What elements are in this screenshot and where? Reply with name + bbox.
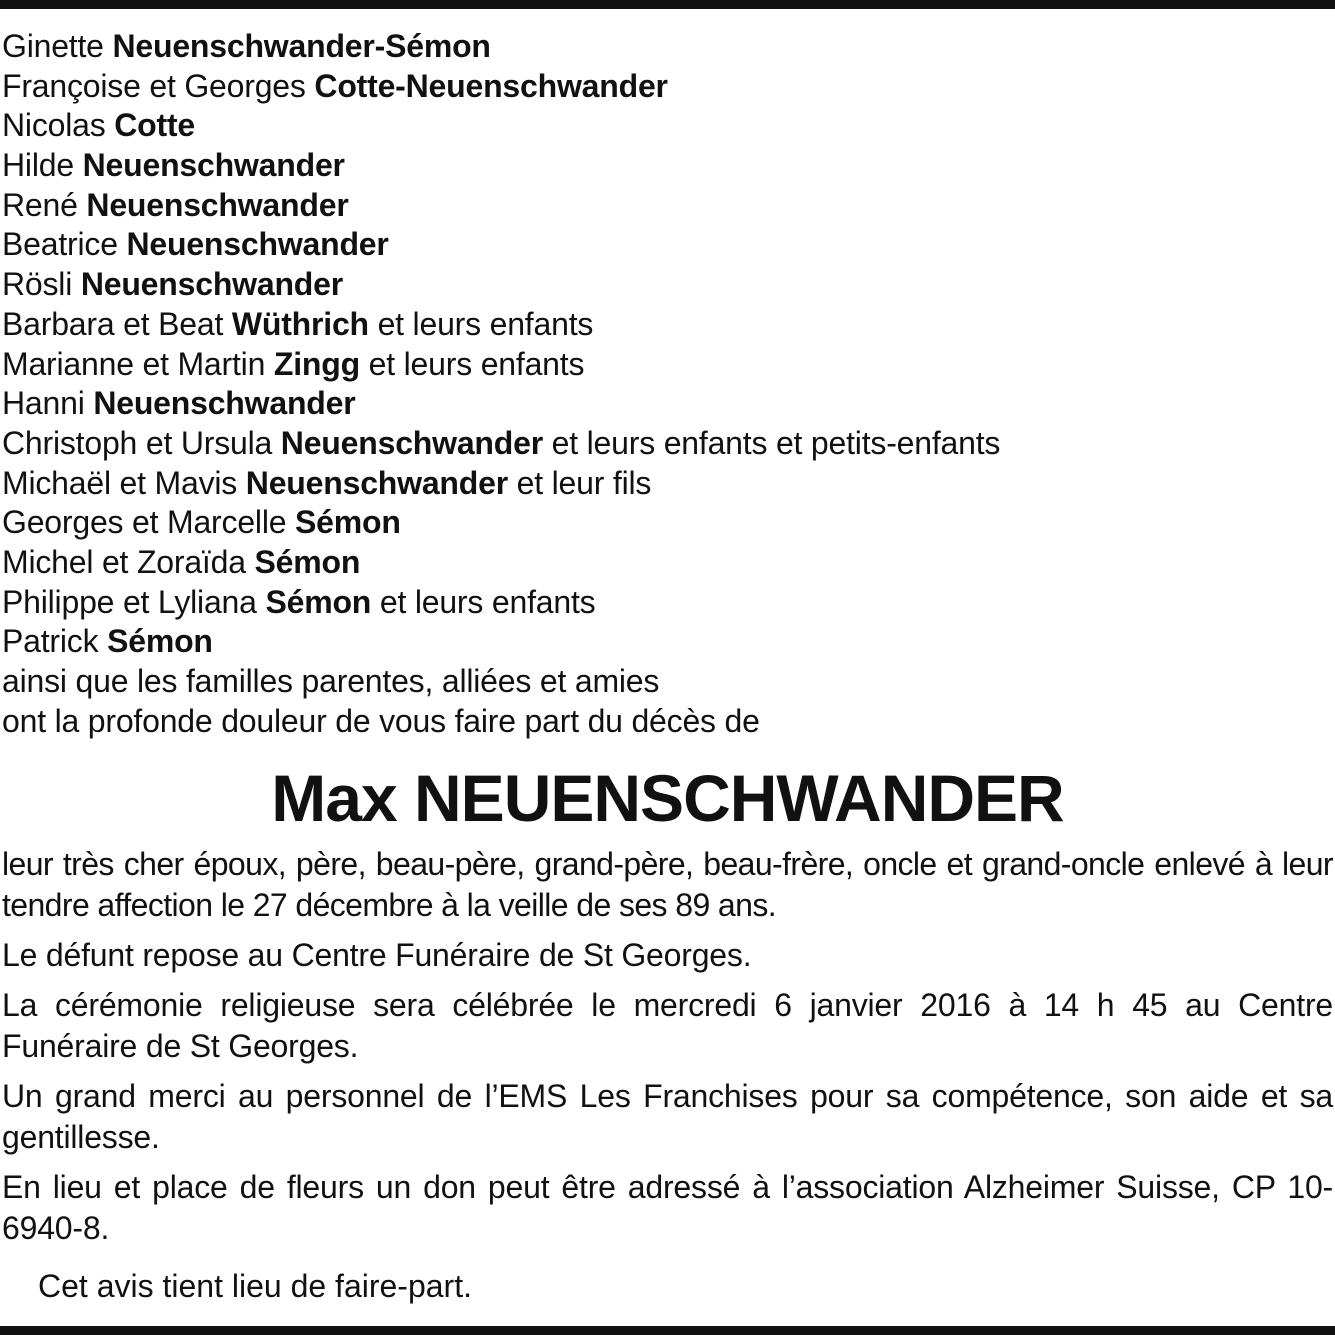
- closing-note: Cet avis tient lieu de faire-part.: [38, 1268, 472, 1304]
- mourner-line: Rösli Neuenschwander: [2, 266, 343, 303]
- mourner-line: René Neuenschwander: [2, 186, 349, 223]
- mourner-line: Beatrice Neuenschwander: [2, 226, 389, 263]
- repose-paragraph: Le défunt repose au Centre Funéraire de St Georges.: [2, 937, 752, 973]
- deceased-name: Max NEUENSCHWANDER: [271, 761, 1064, 835]
- mourner-line: Philippe et Lyliana Sémon et leurs enfants: [2, 583, 596, 620]
- thanks-paragraph: Un grand merci au personnel de l’EMS Les Franchises pour sa compétence, son aide et sa gentillesse.: [2, 1078, 1333, 1155]
- mourner-line: Michaël et Mavis Neuenschwander et leur fils: [2, 464, 652, 501]
- bottom-border-rule: [0, 1326, 1335, 1335]
- mourner-line: Christoph et Ursula Neuenschwander et leurs enfants et petits-enfants: [2, 424, 1001, 461]
- mourner-line: Patrick Sémon: [2, 623, 213, 660]
- notice-body: [2, 844, 1333, 1258]
- mourner-line: Nicolas Cotte: [2, 107, 195, 144]
- ceremony-paragraph: La cérémonie religieuse sera célébrée le mercredi 6 janvier 2016 à 14 h 45 au Centre Funéraire de St Georges.: [2, 987, 1333, 1064]
- announcement-line: ont la profonde douleur de vous faire part du décès de: [2, 702, 760, 739]
- mourner-line: Françoise et Georges Cotte-Neuenschwander: [2, 67, 668, 104]
- mourner-line: Hilde Neuenschwander: [2, 147, 345, 184]
- mourner-line: Hanni Neuenschwander: [2, 385, 356, 422]
- mourners-list: [2, 27, 1332, 741]
- mourner-line: Georges et Marcelle Sémon: [2, 504, 401, 541]
- mourner-line: Marianne et Martin Zingg et leurs enfants: [2, 345, 585, 382]
- donation-paragraph: En lieu et place de fleurs un don peut être adressé à l’association Alzheimer Suisse, CP 10-6940-8.: [2, 1169, 1333, 1246]
- mourner-line: Barbara et Beat Wüthrich et leurs enfants: [2, 305, 594, 342]
- families-line: ainsi que les familles parentes, alliées et amies: [2, 663, 660, 699]
- mourner-line: Ginette Neuenschwander-Sémon: [2, 28, 491, 64]
- top-border-rule: [0, 0, 1335, 9]
- mourner-line: Michel et Zoraïda Sémon: [2, 543, 361, 580]
- relation-paragraph: leur très cher époux, père, beau-père, grand-père, beau-frère, oncle et grand-oncle enlevé à leur tendre affection le 27 décembre à la veille de ses 89 ans.: [2, 846, 1333, 923]
